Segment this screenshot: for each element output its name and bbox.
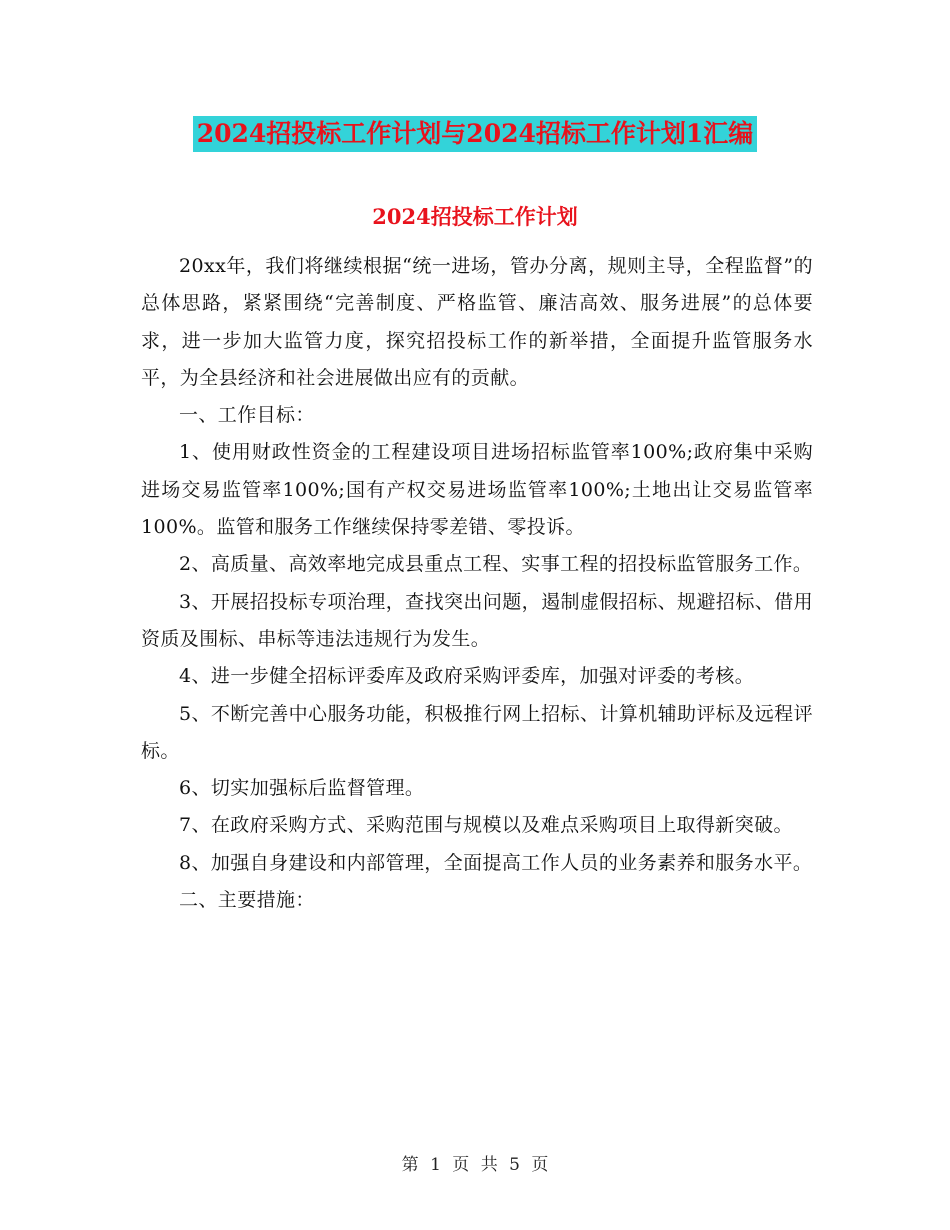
document-title: 2024招投标工作计划与2024招标工作计划1汇编 [193,116,758,152]
page-footer: 第 1 页 共 5 页 [401,1155,549,1175]
goal-item-6: 6、切实加强标后监督管理。 [179,777,425,800]
heading-main-measures: 二、主要措施： [179,889,315,912]
goal-item-8: 8、加强自身建设和内部管理，全面提高工作人员的业务素养和服务水平。 [179,851,813,874]
goal-item-7: 7、在政府采购方式、采购范围与规模以及难点采购项目上取得新突破。 [179,814,793,837]
goal-item-5: 5、不断完善中心服务功能，积极推行网上招标、计算机辅助评标及远程评标。 [141,702,813,762]
goal-item-2: 2、高质量、高效率地完成县重点工程、实事工程的招投标监管服务工作。 [179,553,813,576]
goal-item-3: 3、开展招投标专项治理，查找突出问题，遏制虚假招标、规避招标、借用资质及围标、串标等违法违规行为发生。 [141,590,813,650]
goal-item-4: 4、进一步健全招标评委库及政府采购评委库，加强对评委的考核。 [179,665,755,688]
section-title: 2024招投标工作计划 [372,204,578,229]
document-body [141,248,813,919]
heading-work-goals: 一、工作目标： [179,404,315,427]
document-title-wrapper [0,112,950,152]
goal-item-1: 1、使用财政性资金的工程建设项目进场招标监管率100%;政府集中采购进场交易监管率100%;国有产权交易进场监管率100%;土地出让交易监管率100%。监管和服务工作继续保持零差错、零投诉。 [141,441,813,539]
intro-paragraph: 20xx年，我们将继续根据“统一进场，管办分离，规则主导，全程监督”的总体思路，紧紧围绕“完善制度、严格监管、廉洁高效、服务进展”的总体要求，进一步加大监管力度，探究招投标工作的新举措，全面提升监管服务水平，为全县经济和社会进展做出应有的贡献。 [141,255,813,389]
